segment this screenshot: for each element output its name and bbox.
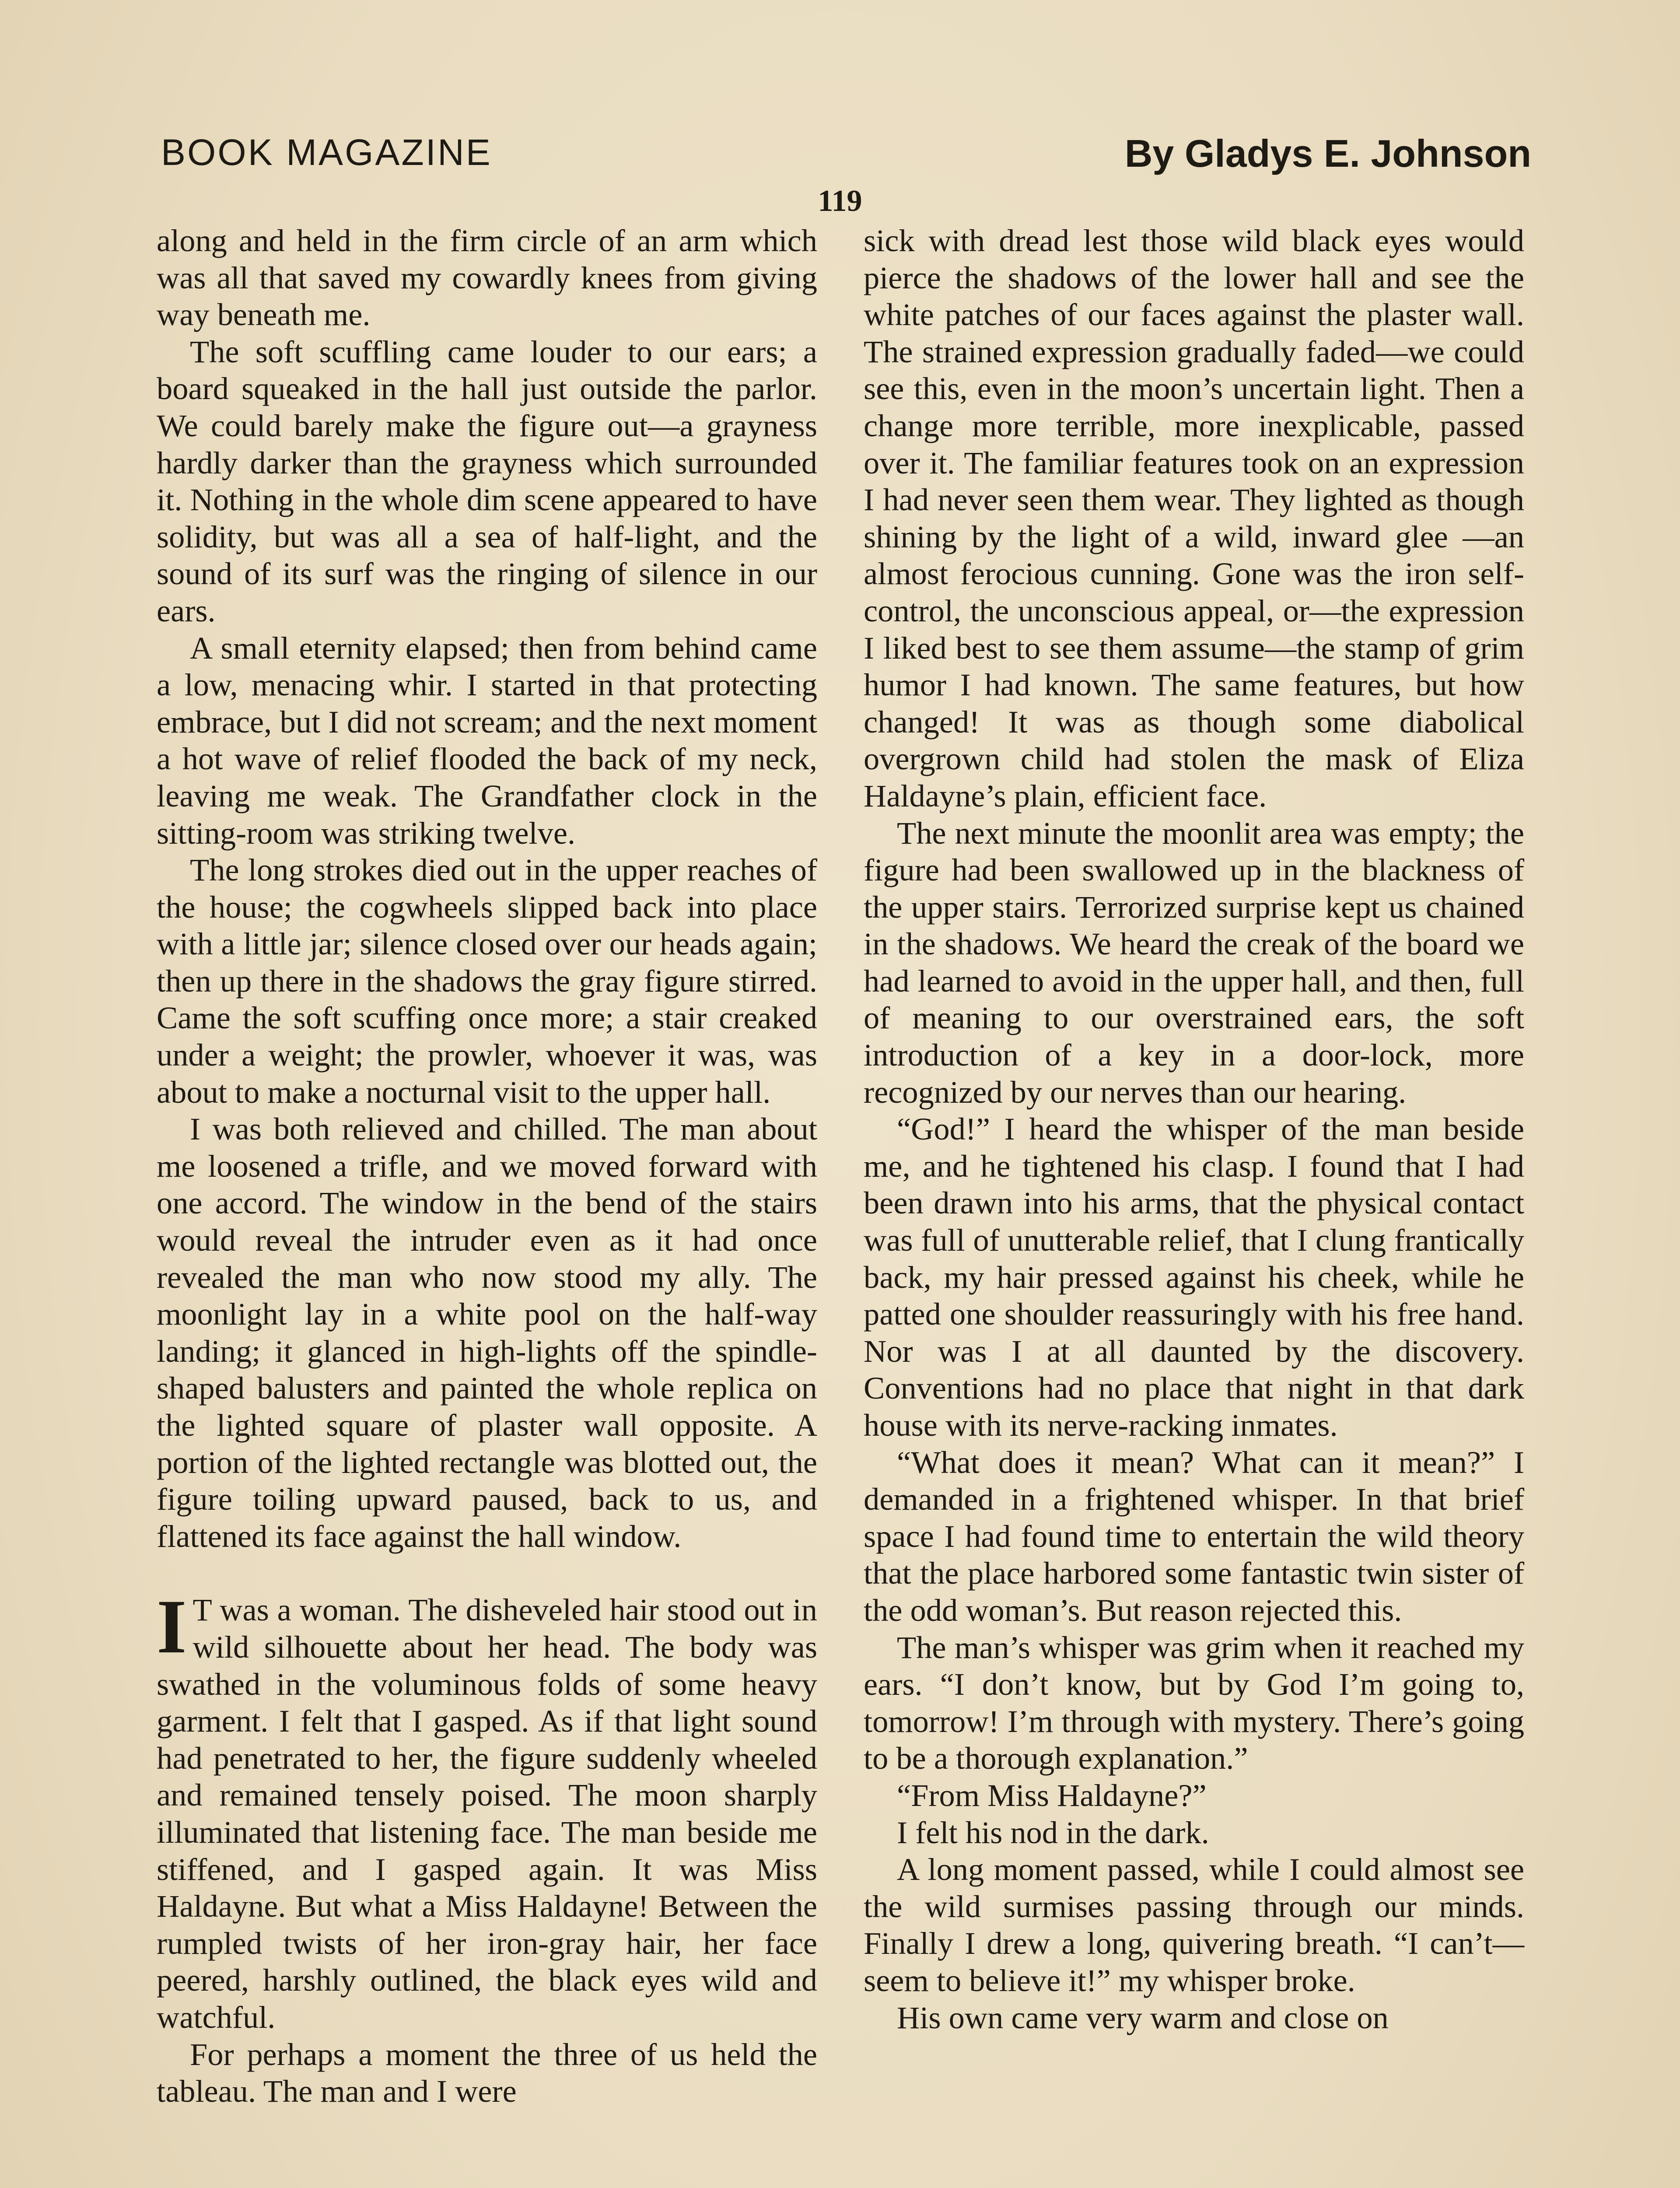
running-head-magazine: BOOK MAGAZINE bbox=[161, 132, 492, 173]
paragraph: I was both relieved and chilled. The man about me loosened a trifle, and we moved forward with one accord. The window in the bend of the stairs would reveal the intruder even as it had once revealed the man who now stood my ally. The moonlight lay in a white pool on the half-way landing; it glanced in high-lights off the spindle-shaped balusters and painted the whole replica on the lighted square of plaster wall opposite. A portion of the lighted rectangle was blotted out, the figure toiling upward paused, back to us, and flattened its face against the hall window. bbox=[157, 1111, 817, 1554]
paragraph: sick with dread lest those wild black eyes would pierce the shadows of the lower hall and see the white patches of our faces against the plaster wall. The strained expression gradually faded—we could see this, even in the moon’s uncertain light. Then a change more terrible, more inexplicable, passed over it. The familiar features took on an expression I had never seen them wear. They lighted as though shining by the light of a wild, inward glee —an almost ferocious cunning. Gone was the iron self-control, the unconscious appeal, or—the expression I liked best to see them assume—the stamp of grim humor I had known. The same features, but how changed! It was as though some diabolical overgrown child had stolen the mask of Eliza Haldayne’s plain, efficient face. bbox=[864, 223, 1524, 813]
left-text-column bbox=[157, 222, 817, 2110]
paragraph: For perhaps a moment the three of us held the tableau. The man and I were bbox=[157, 2036, 817, 2109]
paragraph: The next minute the moonlit area was empty; the figure had been swallowed up in the blackness of the upper stairs. Terrorized surprise kept us chained in the shadows. We heard the creak of the board we had learned to avoid in the upper hall, and then, full of meaning to our overstrained ears, the soft introduction of a key in a door-lock, more recognized by our nerves than our hearing. bbox=[864, 815, 1524, 1110]
paragraph: A long moment passed, while I could almost see the wild surmises passing through our minds. Finally I drew a long, quivering breath. “I can’t—seem to believe it!” my whisper broke. bbox=[864, 1851, 1524, 1998]
paragraph-text: T was a woman. The disheveled hair stood out in wild silhouette about her head. The body was swathed in the voluminous folds of some heavy garment. I felt that I gasped. As if that light sound had penetrated to her, the figure suddenly wheeled and remained tensely poised. The moon sharply illuminated that listening face. The man beside me stiffened, and I gasped again. It was Miss Haldayne. But what a Miss Haldayne! Between the rumpled twists of her iron-gray hair, her face peered, harshly outlined, the black eyes wild and watchful. bbox=[157, 1592, 817, 2035]
page-number: 119 bbox=[818, 184, 862, 218]
paragraph: I felt his nod in the dark. bbox=[897, 1814, 1209, 1850]
paragraph: The man’s whisper was grim when it reached my ears. “I don’t know, but by God I’m going to, tomorrow! I’m through with mystery. There’s going to be a thorough explanation.” bbox=[864, 1629, 1524, 1776]
paragraph: “From Miss Haldayne?” bbox=[897, 1777, 1207, 1813]
paragraph: The soft scuffling came louder to our ears; a board squeaked in the hall just outside the parlor. We could barely make the figure out—a grayness hardly darker than the grayness which surrounded it. Nothing in the whole dim scene appeared to have solidity, but was all a sea of half-light, and the sound of its surf was the ringing of silence in our ears. bbox=[157, 333, 817, 628]
section-opening-paragraph bbox=[157, 1584, 817, 2036]
paragraph: The long strokes died out in the upper reaches of the house; the cogwheels slipped back into place with a little jar; silence closed over our heads again; then up there in the shadows the gray figure stirred. Came the soft scuffing once more; a stair creaked under a weight; the prowler, whoever it was, was about to make a nocturnal visit to the upper hall. bbox=[157, 852, 817, 1110]
paragraph: His own came very warm and close on bbox=[897, 1999, 1389, 2035]
drop-cap: I bbox=[157, 1584, 187, 1670]
paragraph: “What does it mean? What can it mean?” I demanded in a frightened whisper. In that brief space I had found time to entertain the wild theory that the place harbored some fantastic twin sister of the odd woman’s. But reason rejected this. bbox=[864, 1444, 1524, 1628]
right-text-column bbox=[864, 222, 1524, 2036]
running-head-byline: By Gladys E. Johnson bbox=[1124, 132, 1531, 175]
paragraph: “God!” I heard the whisper of the man beside me, and he tightened his clasp. I found that I had been drawn into his arms, that the physical contact was full of unutterable relief, that I clung frantically back, my hair pressed against his cheek, while he patted one shoulder reassuringly with his free hand. Nor was I at all daunted by the discovery. Conventions had no place that night in that dark house with its nerve-racking inmates. bbox=[864, 1111, 1524, 1443]
paragraph: A small eternity elapsed; then from behind came a low, menacing whir. I started in that protecting embrace, but I did not scream; and the next moment a hot wave of relief flooded the back of my neck, leaving me weak. The Grandfather clock in the sitting-room was striking twelve. bbox=[157, 630, 817, 851]
paragraph: along and held in the firm circle of an arm which was all that saved my cowardly knees from giving way beneath me. bbox=[157, 223, 817, 333]
